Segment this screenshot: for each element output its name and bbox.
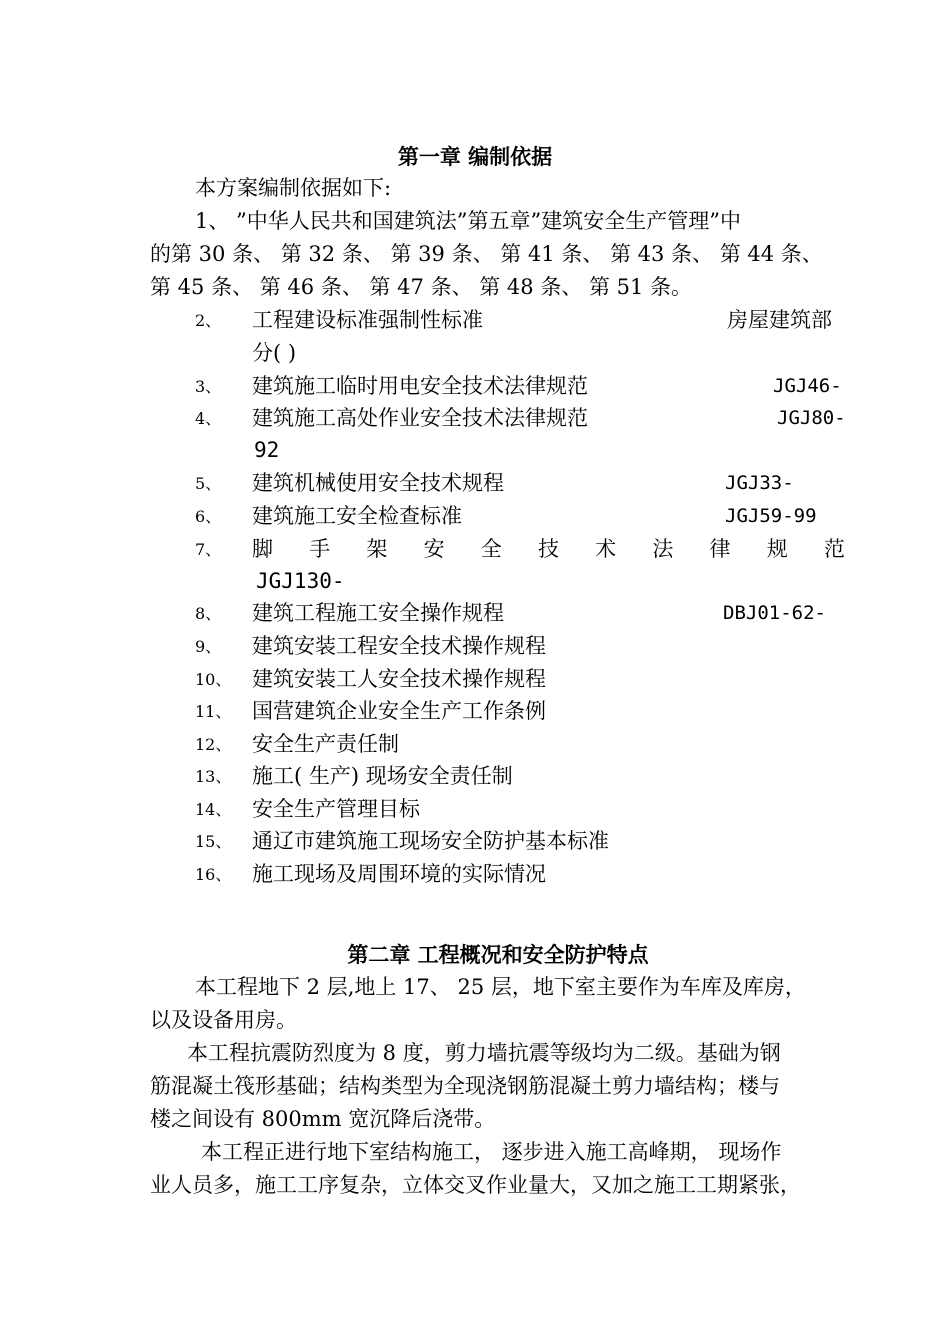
item-number: 16、 bbox=[195, 865, 232, 884]
item-text: 建筑机械使用安全技术规程 bbox=[252, 471, 504, 495]
item1-line2: 的第 30 条、 第 32 条、 第 39 条、 第 41 条、 第 43 条、 第 44 条、 bbox=[150, 242, 823, 266]
list-item bbox=[195, 500, 850, 533]
char: 手 bbox=[309, 537, 331, 561]
item-number: 14、 bbox=[195, 800, 232, 819]
item-text: 施工( 生产) 现场安全责任制 bbox=[252, 764, 513, 788]
paragraph2-line1: 本工程抗震防烈度为 8 度，剪力墙抗震等级均为二级。基础为钢 bbox=[187, 1041, 781, 1065]
item-standard-code: JGJ59-99 bbox=[725, 505, 817, 527]
item1-line1: 1、 ”中华人民共和国建筑法”第五章”建筑安全生产管理”中 bbox=[195, 209, 741, 233]
item-text: 建筑安装工程安全技术操作规程 bbox=[252, 634, 546, 658]
item1-line3: 第 45 条、 第 46 条、 第 47 条、 第 48 条、 第 51 条。 bbox=[150, 275, 693, 299]
item-number: 11、 bbox=[195, 702, 232, 721]
item-number: 6、 bbox=[195, 507, 222, 526]
item-text: 建筑安装工人安全技术操作规程 bbox=[252, 667, 546, 691]
item-text: 通辽市建筑施工现场安全防护基本标准 bbox=[252, 829, 609, 853]
list-item bbox=[195, 533, 850, 566]
item-standard-code: JGJ80- bbox=[777, 407, 846, 429]
paragraph3-line1: 本工程正进行地下室结构施工， 逐步进入施工高峰期， 现场作 bbox=[201, 1140, 782, 1164]
item-number: 15、 bbox=[195, 832, 232, 851]
list-item bbox=[195, 304, 850, 337]
paragraph3-line2: 业人员多，施工工序复杂，立体交叉作业量大，又加之施工工期紧张， bbox=[150, 1173, 801, 1197]
item-text: 建筑施工高处作业安全技术法律规范 bbox=[252, 406, 588, 430]
char: 脚 bbox=[252, 537, 273, 561]
item-number: 12、 bbox=[195, 735, 232, 754]
item-text: 建筑施工临时用电安全技术法律规范 bbox=[252, 374, 588, 398]
item-number: 8、 bbox=[195, 604, 222, 623]
list-item bbox=[195, 760, 850, 793]
item-text: 建筑工程施工安全操作规程 bbox=[252, 601, 504, 625]
item-continuation: 92 bbox=[254, 438, 280, 462]
item-continuation: JGJ130- bbox=[256, 569, 345, 593]
char: 律 bbox=[709, 537, 731, 561]
list-item bbox=[195, 793, 850, 826]
char: 术 bbox=[595, 537, 617, 561]
item-text: 施工现场及周围环境的实际情况 bbox=[252, 862, 546, 886]
char: 规 bbox=[766, 537, 788, 561]
item-number: 2、 bbox=[195, 311, 222, 330]
list-item bbox=[195, 597, 850, 630]
item-standard-code: JGJ46- bbox=[773, 375, 842, 397]
item-text: 安全生产管理目标 bbox=[252, 797, 420, 821]
item-standard-code: 房屋建筑部 bbox=[727, 308, 832, 332]
item-number: 4、 bbox=[195, 409, 222, 428]
char: 全 bbox=[480, 537, 502, 561]
paragraph2-line2: 筋混凝土筏形基础；结构类型为全现浇钢筋混凝土剪力墙结构；楼与 bbox=[150, 1074, 780, 1098]
chapter1-title: 第一章 编制依据 bbox=[397, 144, 553, 169]
item-text: 建筑施工安全检查标准 bbox=[252, 504, 462, 528]
list-item bbox=[195, 695, 850, 728]
list-item bbox=[195, 858, 850, 891]
list-item bbox=[195, 370, 850, 403]
list-item bbox=[195, 663, 850, 696]
item-number: 3、 bbox=[195, 377, 222, 396]
list-item bbox=[195, 728, 850, 761]
paragraph2-line3: 楼之间设有 800mm 宽沉降后浇带。 bbox=[150, 1107, 496, 1131]
item-number: 9、 bbox=[195, 637, 222, 656]
item-number: 7、 bbox=[195, 540, 222, 559]
list-item bbox=[195, 467, 850, 500]
item-text: 国营建筑企业安全生产工作条例 bbox=[252, 699, 546, 723]
char: 范 bbox=[823, 537, 845, 561]
item-continuation: 分( ) bbox=[252, 341, 297, 365]
item-text-spread bbox=[252, 533, 845, 566]
char: 法 bbox=[652, 537, 674, 561]
paragraph1-line1: 本工程地下 2 层,地上 17、 25 层，地下室主要作为车库及库房， bbox=[195, 975, 806, 999]
paragraph1-line2: 以及设备用房。 bbox=[150, 1008, 297, 1032]
item-text: 安全生产责任制 bbox=[252, 732, 399, 756]
list-item bbox=[195, 630, 850, 663]
list-item bbox=[195, 402, 850, 435]
item-number: 10、 bbox=[195, 670, 232, 689]
chapter1-intro: 本方案编制依据如下: bbox=[195, 176, 392, 200]
char: 技 bbox=[537, 537, 559, 561]
item-number: 5、 bbox=[195, 474, 222, 493]
item-text: 工程建设标准强制性标准 bbox=[252, 308, 483, 332]
list-item bbox=[195, 825, 850, 858]
char: 架 bbox=[366, 537, 388, 561]
chapter2-title: 第二章 工程概况和安全防护特点 bbox=[347, 942, 649, 967]
item-standard-code: DBJ01-62- bbox=[723, 602, 826, 624]
char: 安 bbox=[423, 537, 445, 561]
item-number: 13、 bbox=[195, 767, 232, 786]
item-standard-code: JGJ33- bbox=[725, 472, 794, 494]
